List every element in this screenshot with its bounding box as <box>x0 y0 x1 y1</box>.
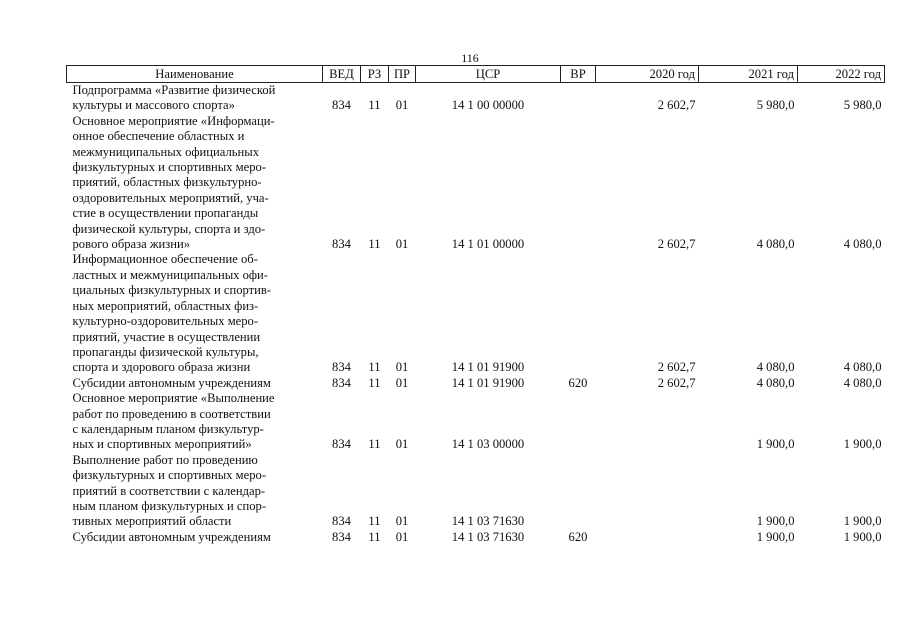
vr-cell <box>561 453 596 530</box>
rz-cell: 11 <box>368 237 381 252</box>
row-name-line: Подпрограмма «Развитие физической <box>72 83 276 97</box>
csr-cell: 14 1 03 71630 <box>451 514 525 529</box>
amount-2021-cell: 1 900,0 <box>756 514 795 529</box>
row-name-cell <box>67 252 323 375</box>
rz-cell: 11 <box>368 514 381 529</box>
row-name-line: стие в осуществлении пропаганды <box>72 206 259 221</box>
amount-2021-cell: 1 900,0 <box>756 529 795 544</box>
row-name-line: Информационное обеспечение об- <box>72 252 258 267</box>
amount-2022-cell: 4 080,0 <box>843 237 882 252</box>
row-name-line: физкультурных и спортивных меро- <box>72 468 267 483</box>
amount-2020-cell: 2 602,7 <box>657 360 696 375</box>
row-name-line: рового образа жизни» <box>72 237 191 252</box>
row-name-line: Основное мероприятие «Выполнение <box>72 391 275 406</box>
vr-cell <box>561 252 596 375</box>
vr-cell <box>561 83 596 114</box>
pr-cell: 01 <box>395 360 409 375</box>
vr-cell <box>561 391 596 453</box>
row-name-cell <box>67 530 323 545</box>
ved-cell: 834 <box>332 529 351 544</box>
rz-cell: 11 <box>368 529 381 544</box>
table-row <box>67 83 885 114</box>
amount-2021-cell: 1 900,0 <box>756 437 795 452</box>
row-name-line: приятий, областных физкультурно- <box>72 175 262 190</box>
page-number: 116 <box>461 51 479 65</box>
amount-2021-cell: 4 080,0 <box>756 360 795 375</box>
row-name-line: физкультурных и спортивных меро- <box>72 160 267 175</box>
row-name-line: с календарным планом физкультур- <box>72 421 264 436</box>
row-name-line: ластных и межмуниципальных офи- <box>72 267 268 282</box>
ved-cell: 834 <box>332 237 351 252</box>
vr-cell: 620 <box>568 529 588 544</box>
amount-2021-cell: 4 080,0 <box>756 375 795 390</box>
amount-2020-cell: 2 602,7 <box>657 237 696 252</box>
amount-2021-cell: 4 080,0 <box>756 237 795 252</box>
csr-cell: 14 1 03 71630 <box>451 529 525 544</box>
row-name-line: культуры и массового спорта» <box>72 98 235 113</box>
row-name-cell <box>67 114 323 253</box>
csr-cell: 14 1 03 00000 <box>451 437 525 452</box>
row-name-line: Выполнение работ по проведению <box>72 452 258 467</box>
vr-cell: 620 <box>568 375 588 390</box>
row-name-line: Субсидии автономным учреждениям <box>72 529 271 544</box>
table-row <box>67 376 885 391</box>
ved-cell: 834 <box>332 375 351 390</box>
pr-cell: 01 <box>395 98 409 113</box>
rz-cell: 11 <box>368 98 381 113</box>
amount-2020-cell <box>596 391 699 453</box>
header-2022: 2022 год <box>798 66 885 83</box>
row-name-line: приятий в соответствии с календар- <box>72 483 266 498</box>
amount-2020-cell <box>596 453 699 530</box>
row-name-line: Субсидии автономным учреждениям <box>72 375 271 390</box>
row-name-line: ных мероприятий, областных физ- <box>72 298 259 313</box>
amount-2020-cell: 2 602,7 <box>657 375 696 390</box>
amount-2022-cell: 4 080,0 <box>843 375 882 390</box>
ved-cell: 834 <box>332 437 351 452</box>
table-row <box>67 530 885 545</box>
ved-cell: 834 <box>332 514 351 529</box>
pr-cell: 01 <box>395 375 409 390</box>
row-name-line: циальных физкультурных и спортив- <box>72 283 272 298</box>
table-header-row <box>67 66 885 83</box>
vr-cell <box>561 114 596 253</box>
ved-cell: 834 <box>332 98 351 113</box>
row-name-line: онное обеспечение областных и <box>72 129 245 144</box>
row-name-cell <box>67 391 323 453</box>
row-name-line: Основное мероприятие «Информаци- <box>72 113 275 128</box>
header-pr: ПР <box>389 66 416 83</box>
rz-cell: 11 <box>368 375 381 390</box>
row-name-cell <box>67 453 323 530</box>
csr-cell: 14 1 01 00000 <box>451 237 525 252</box>
amount-2022-cell: 5 980,0 <box>843 98 882 113</box>
amount-2022-cell: 1 900,0 <box>843 529 882 544</box>
row-name-line: работ по проведению в соответствии <box>72 406 271 421</box>
rz-cell: 11 <box>368 360 381 375</box>
header-2021: 2021 год <box>699 66 798 83</box>
row-name-line: культурно-оздоровительных меро- <box>72 314 259 329</box>
amount-2021-cell: 5 980,0 <box>756 98 795 113</box>
header-name: Наименование <box>67 66 323 83</box>
table-row <box>67 391 885 453</box>
ved-cell: 834 <box>332 360 351 375</box>
row-name-line: ных и спортивных мероприятий» <box>72 437 252 452</box>
pr-cell: 01 <box>395 514 409 529</box>
header-ved: ВЕД <box>323 66 361 83</box>
csr-cell: 14 1 01 91900 <box>451 375 525 390</box>
table-body <box>67 83 885 546</box>
row-name-line: спорта и здорового образа жизни <box>72 360 251 375</box>
header-rz: РЗ <box>361 66 389 83</box>
amount-2022-cell: 1 900,0 <box>843 437 882 452</box>
amount-2020-cell: 2 602,7 <box>657 98 696 113</box>
amount-2022-cell: 4 080,0 <box>843 360 882 375</box>
header-2020: 2020 год <box>596 66 699 83</box>
csr-cell: 14 1 00 00000 <box>451 98 525 113</box>
row-name-line: физической культуры, спорта и здо- <box>72 221 266 236</box>
row-name-cell <box>67 376 323 391</box>
rz-cell: 11 <box>368 437 381 452</box>
csr-cell: 14 1 01 91900 <box>451 360 525 375</box>
row-name-line: тивных мероприятий области <box>72 514 232 529</box>
budget-table <box>66 65 885 545</box>
header-vr: ВР <box>561 66 596 83</box>
amount-2020-cell <box>596 530 699 545</box>
row-name-cell <box>67 83 323 114</box>
table-row <box>67 114 885 253</box>
row-name-line: оздоровительных мероприятий, уча- <box>72 190 269 205</box>
amount-2022-cell: 1 900,0 <box>843 514 882 529</box>
header-csr: ЦСР <box>416 66 561 83</box>
row-name-line: приятий, участие в осуществлении <box>72 329 261 344</box>
row-name-line: пропаганды физической культуры, <box>72 344 259 359</box>
row-name-line: ным планом физкультурных и спор- <box>72 498 267 513</box>
pr-cell: 01 <box>395 237 409 252</box>
row-name-line: межмуниципальных официальных <box>72 144 260 159</box>
table-row <box>67 453 885 530</box>
table-row <box>67 252 885 375</box>
pr-cell: 01 <box>395 529 409 544</box>
pr-cell: 01 <box>395 437 409 452</box>
